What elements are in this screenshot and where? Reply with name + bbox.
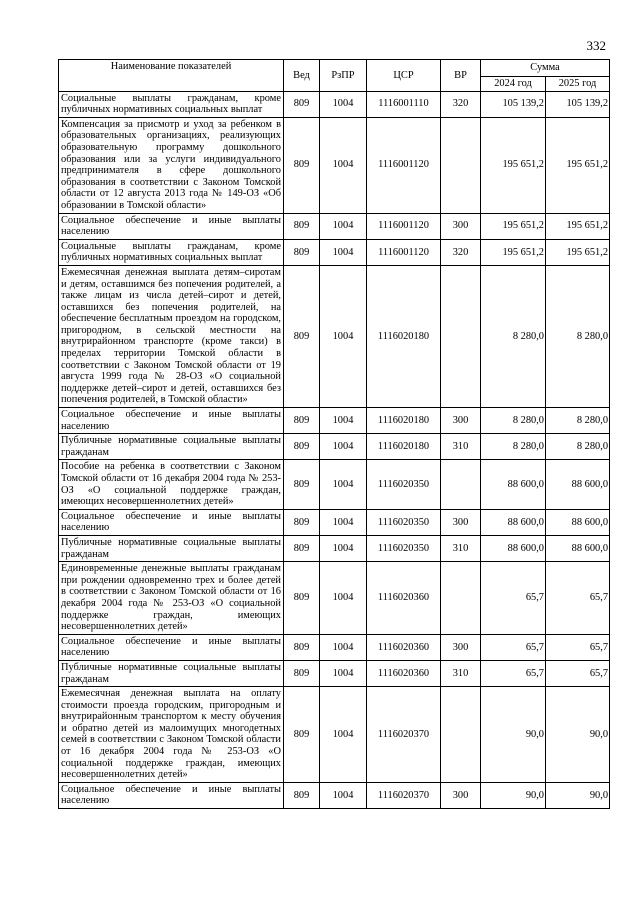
row-sum-2025: 8 280,0 (546, 434, 610, 460)
row-ved: 809 (284, 509, 320, 535)
header-sum: Сумма (481, 60, 610, 77)
row-sum-2024: 195 651,2 (481, 213, 546, 239)
row-rzpr: 1004 (320, 509, 367, 535)
row-csr: 1116020350 (367, 460, 441, 509)
header-vr: ВР (441, 60, 481, 92)
row-csr: 1116001110 (367, 91, 441, 117)
row-ved: 809 (284, 782, 320, 808)
table-row (59, 434, 610, 460)
row-ved: 809 (284, 91, 320, 117)
row-sum-2024: 195 651,2 (481, 239, 546, 265)
table-row (59, 460, 610, 509)
row-csr: 1116020350 (367, 535, 441, 561)
row-vr: 320 (441, 239, 481, 265)
row-rzpr: 1004 (320, 687, 367, 783)
row-name: Публичные нормативные социальные выплаты гражданам (59, 660, 284, 686)
row-name: Публичные нормативные социальные выплаты гражданам (59, 434, 284, 460)
header-year-2025: 2025 год (546, 77, 610, 92)
row-vr: 310 (441, 535, 481, 561)
row-csr: 1116020360 (367, 562, 441, 635)
table-body (59, 91, 610, 808)
table-row (59, 509, 610, 535)
row-rzpr: 1004 (320, 562, 367, 635)
row-csr: 1116001120 (367, 117, 441, 213)
row-name: Компенсация за присмотр и уход за ребенком в образовательных организациях, реализующих образовательную программу дошкольного образования или за услуги индивидуального предпринимателя в сфере дошкольного образования в соответствии с Законом Томской области от 12 августа 2013 года № 149-ОЗ «Об образовании в Томской области» (59, 117, 284, 213)
row-sum-2024: 195 651,2 (481, 117, 546, 213)
row-name: Ежемесячная денежная выплата детям–сиротам и детям, оставшимся без попечения родителей, а также лицам из числа детей–сирот и детей, оставшихся без попечения родителей, на обеспечение бесплатным проездом на городском, пригородном, в сельской местности на внутрирайонном транспорте (кроме такси) в пределах территории Томской области в соответствии с Законом Томской области от 19 августа 1999 года № 28-ОЗ «О социальной поддержке детей–сирот и детей, оставшихся без попечения родителей, в Томской области» (59, 265, 284, 407)
budget-table (58, 59, 610, 809)
row-csr: 1116001120 (367, 213, 441, 239)
row-name: Социальное обеспечение и иные выплаты населению (59, 782, 284, 808)
row-vr (441, 265, 481, 407)
row-ved: 809 (284, 239, 320, 265)
row-rzpr: 1004 (320, 117, 367, 213)
row-sum-2024: 90,0 (481, 687, 546, 783)
row-ved: 809 (284, 408, 320, 434)
row-rzpr: 1004 (320, 634, 367, 660)
header-year-2024: 2024 год (481, 77, 546, 92)
row-sum-2024: 65,7 (481, 562, 546, 635)
row-name: Социальные выплаты гражданам, кроме публичных нормативных социальных выплат (59, 239, 284, 265)
row-sum-2025: 105 139,2 (546, 91, 610, 117)
row-sum-2025: 195 651,2 (546, 239, 610, 265)
row-vr (441, 460, 481, 509)
row-csr: 1116020180 (367, 265, 441, 407)
row-sum-2024: 88 600,0 (481, 509, 546, 535)
row-sum-2024: 8 280,0 (481, 408, 546, 434)
row-rzpr: 1004 (320, 660, 367, 686)
row-csr: 1116020350 (367, 509, 441, 535)
table-header (59, 60, 610, 92)
row-sum-2025: 65,7 (546, 660, 610, 686)
row-sum-2025: 88 600,0 (546, 509, 610, 535)
row-ved: 809 (284, 213, 320, 239)
row-ved: 809 (284, 117, 320, 213)
row-ved: 809 (284, 687, 320, 783)
row-name: Социальные выплаты гражданам, кроме публичных нормативных социальных выплат (59, 91, 284, 117)
row-sum-2025: 90,0 (546, 782, 610, 808)
row-vr: 310 (441, 434, 481, 460)
row-csr: 1116020180 (367, 408, 441, 434)
row-vr: 300 (441, 634, 481, 660)
row-sum-2024: 105 139,2 (481, 91, 546, 117)
row-sum-2025: 88 600,0 (546, 460, 610, 509)
row-vr: 310 (441, 660, 481, 686)
header-ved: Вед (284, 60, 320, 92)
table-row (59, 562, 610, 635)
row-sum-2024: 90,0 (481, 782, 546, 808)
row-ved: 809 (284, 265, 320, 407)
row-name: Социальное обеспечение и иные выплаты населению (59, 634, 284, 660)
row-vr: 300 (441, 213, 481, 239)
table-row (59, 660, 610, 686)
table-row (59, 213, 610, 239)
row-csr: 1116001120 (367, 239, 441, 265)
row-sum-2025: 195 651,2 (546, 117, 610, 213)
row-rzpr: 1004 (320, 213, 367, 239)
table-row (59, 535, 610, 561)
row-csr: 1116020360 (367, 660, 441, 686)
table-row (59, 117, 610, 213)
row-name: Социальное обеспечение и иные выплаты населению (59, 509, 284, 535)
row-csr: 1116020360 (367, 634, 441, 660)
header-rzpr: РзПР (320, 60, 367, 92)
row-sum-2025: 8 280,0 (546, 265, 610, 407)
row-ved: 809 (284, 634, 320, 660)
table-row (59, 265, 610, 407)
row-sum-2024: 88 600,0 (481, 460, 546, 509)
row-vr: 320 (441, 91, 481, 117)
row-ved: 809 (284, 434, 320, 460)
row-ved: 809 (284, 460, 320, 509)
row-rzpr: 1004 (320, 535, 367, 561)
table-row (59, 782, 610, 808)
page-number: 332 (586, 38, 606, 53)
row-name: Социальное обеспечение и иные выплаты населению (59, 213, 284, 239)
row-sum-2025: 88 600,0 (546, 535, 610, 561)
row-ved: 809 (284, 535, 320, 561)
row-csr: 1116020370 (367, 782, 441, 808)
table-row (59, 408, 610, 434)
header-csr: ЦСР (367, 60, 441, 92)
row-rzpr: 1004 (320, 460, 367, 509)
row-rzpr: 1004 (320, 91, 367, 117)
row-sum-2025: 65,7 (546, 634, 610, 660)
table-row (59, 91, 610, 117)
row-name: Ежемесячная денежная выплата на оплату стоимости проезда городским, пригородным и внутрирайонным транспортом к месту обучения и обратно детей из малоимущих многодетных семей в соответствии с Законом Томской области от 16 декабря 2004 года № 253-ОЗ «О социальной поддержке граждан, имеющих несовершеннолетних детей» (59, 687, 284, 783)
row-vr: 300 (441, 509, 481, 535)
row-vr (441, 687, 481, 783)
row-name: Социальное обеспечение и иные выплаты населению (59, 408, 284, 434)
row-vr (441, 117, 481, 213)
table-row (59, 239, 610, 265)
table-row (59, 687, 610, 783)
row-rzpr: 1004 (320, 434, 367, 460)
row-vr (441, 562, 481, 635)
row-sum-2024: 8 280,0 (481, 434, 546, 460)
row-csr: 1116020180 (367, 434, 441, 460)
row-csr: 1116020370 (367, 687, 441, 783)
row-sum-2024: 65,7 (481, 660, 546, 686)
row-ved: 809 (284, 562, 320, 635)
row-rzpr: 1004 (320, 408, 367, 434)
row-name: Публичные нормативные социальные выплаты гражданам (59, 535, 284, 561)
row-rzpr: 1004 (320, 239, 367, 265)
row-rzpr: 1004 (320, 782, 367, 808)
row-name: Единовременные денежные выплаты гражданам при рождении одновременно трех и более детей в соответствии с Законом Томской области от 16 декабря 2004 года № 253-ОЗ «О социальной поддержке граждан, имеющих несовершеннолетних детей» (59, 562, 284, 635)
row-sum-2025: 8 280,0 (546, 408, 610, 434)
row-sum-2025: 65,7 (546, 562, 610, 635)
row-sum-2024: 8 280,0 (481, 265, 546, 407)
row-rzpr: 1004 (320, 265, 367, 407)
row-sum-2025: 195 651,2 (546, 213, 610, 239)
row-sum-2024: 88 600,0 (481, 535, 546, 561)
row-vr: 300 (441, 782, 481, 808)
row-ved: 809 (284, 660, 320, 686)
row-name: Пособие на ребенка в соответствии с Законом Томской области от 16 декабря 2004 года № 253-ОЗ «О социальной поддержке граждан, имеющих несовершеннолетних детей» (59, 460, 284, 509)
header-name: Наименование показателей (59, 60, 284, 92)
row-sum-2025: 90,0 (546, 687, 610, 783)
row-sum-2024: 65,7 (481, 634, 546, 660)
row-vr: 300 (441, 408, 481, 434)
table-row (59, 634, 610, 660)
